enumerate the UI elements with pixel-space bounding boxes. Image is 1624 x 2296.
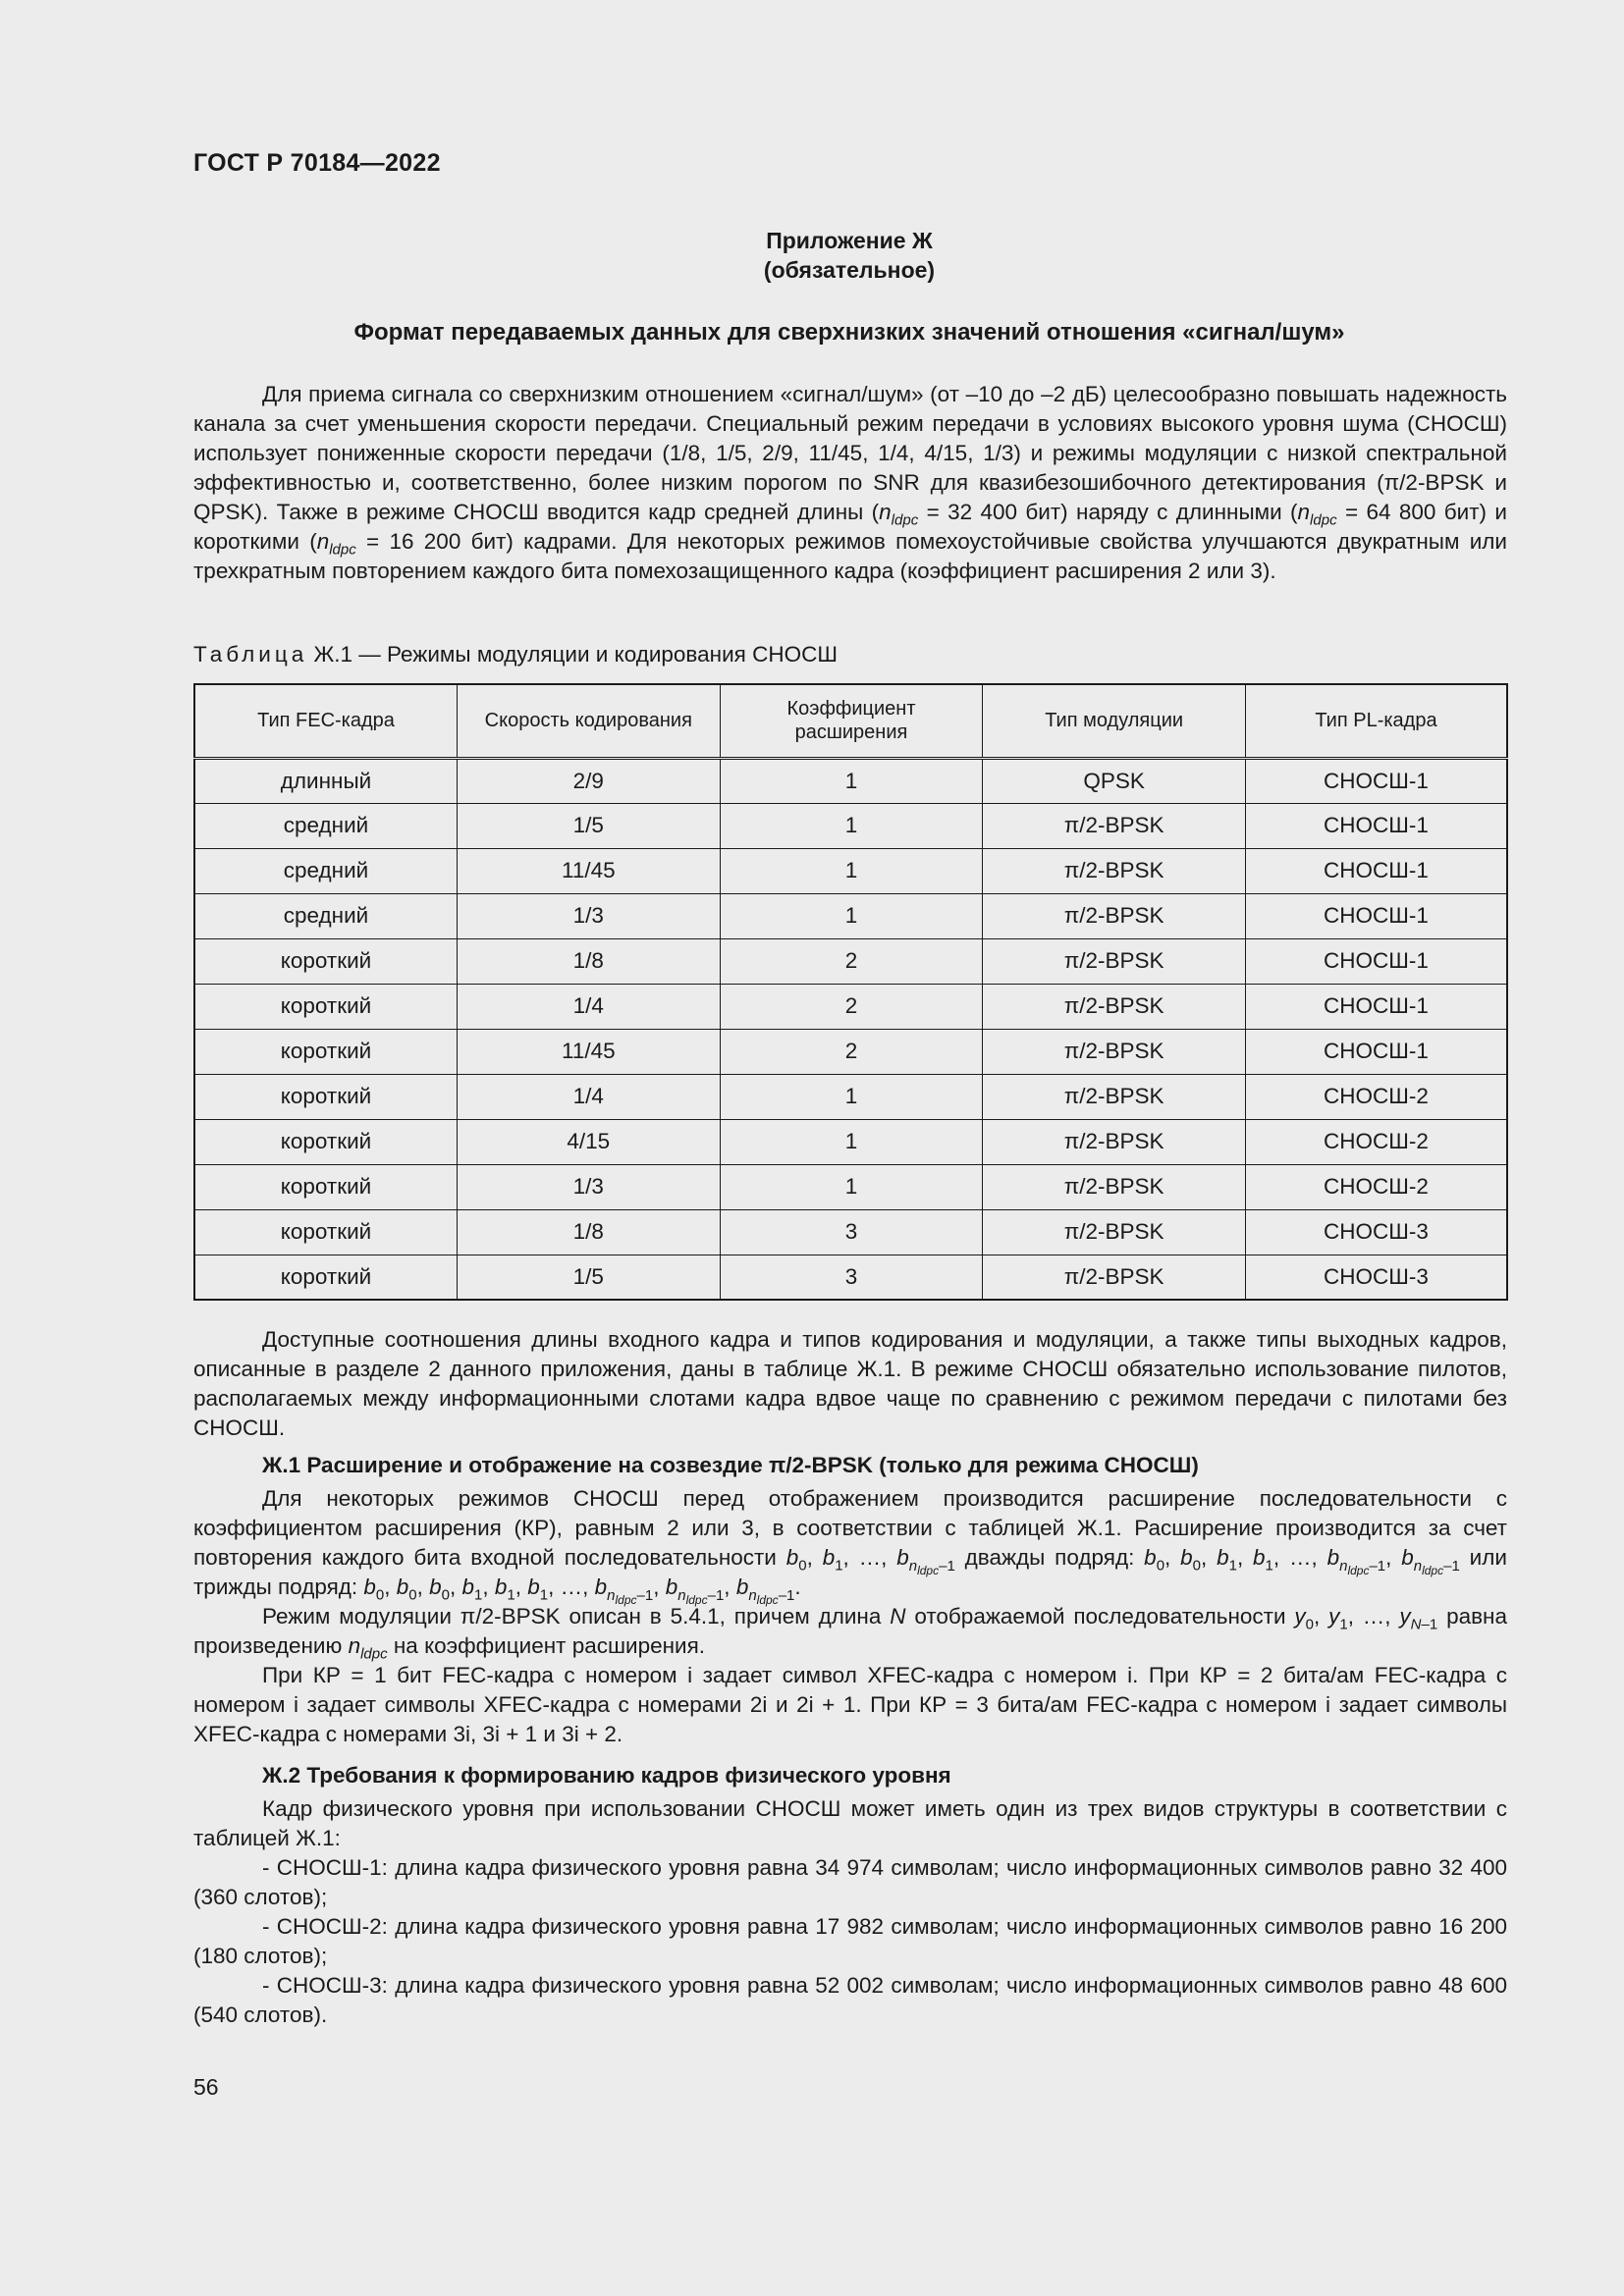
table-cell: 1: [720, 1074, 983, 1119]
table-cell: 1/5: [458, 803, 721, 848]
table-cell: 1: [720, 758, 983, 803]
list-item: - СНОСШ-2: длина кадра физического уровня равна 17 982 символам; число информационных символов равно 16 200 (180 слотов);: [193, 1914, 1507, 1968]
table-cell: 11/45: [458, 848, 721, 893]
table-cell: π/2-BPSK: [983, 1119, 1246, 1164]
table-cell: 2: [720, 938, 983, 984]
table-row: [194, 984, 1507, 1029]
table-cell: 3: [720, 1255, 983, 1300]
table-cell: СНОСШ-1: [1245, 848, 1507, 893]
table-cell: 1/3: [458, 1164, 721, 1209]
list-item: - СНОСШ-1: длина кадра физического уровня равна 34 974 символам; число информационных символов равно 32 400 (360 слотов);: [193, 1855, 1507, 1909]
table-cell: длинный: [194, 758, 458, 803]
table-cell: СНОСШ-3: [1245, 1209, 1507, 1255]
table-cell: средний: [194, 848, 458, 893]
table-row: [194, 758, 1507, 803]
column-header: Скорость кодирования: [458, 684, 721, 758]
modes-table: [193, 683, 1508, 1301]
table-cell: короткий: [194, 1119, 458, 1164]
intro-text: [193, 380, 1507, 586]
table-cell: π/2-BPSK: [983, 1164, 1246, 1209]
table-cell: π/2-BPSK: [983, 1209, 1246, 1255]
column-header: Тип FEC-кадра: [194, 684, 458, 758]
main-text: [193, 1325, 1507, 2030]
table-cell: π/2-BPSK: [983, 984, 1246, 1029]
table-cell: 1/8: [458, 938, 721, 984]
table-cell: короткий: [194, 984, 458, 1029]
table-row: [194, 1209, 1507, 1255]
table-cell: π/2-BPSK: [983, 848, 1246, 893]
table-cell: 1: [720, 848, 983, 893]
annex-label: Приложение Ж: [766, 228, 933, 253]
table-row: [194, 893, 1507, 938]
table-cell: СНОСШ-3: [1245, 1255, 1507, 1300]
section-heading: Ж.2 Требования к формированию кадров физического уровня: [262, 1763, 951, 1788]
table-cell: 1/8: [458, 1209, 721, 1255]
page-number: 56: [193, 2074, 219, 2100]
after-table-paragraph: Доступные соотношения длины входного кадра и типов кодирования и модуляции, а также типы выходных кадров, описанные в разделе 2 данного приложения, даны в таблице Ж.1. В режиме СНОСШ обязательно использование пилотов, располагаемых между информационными слотами кадра вдвое чаще по сравнению с режимом передачи с пилотами без СНОСШ.: [193, 1327, 1507, 1440]
table-cell: СНОСШ-1: [1245, 938, 1507, 984]
table-cell: 1/4: [458, 984, 721, 1029]
table-cell: 1: [720, 893, 983, 938]
table-cell: средний: [194, 893, 458, 938]
table-cell: СНОСШ-2: [1245, 1074, 1507, 1119]
column-header: Коэффициент расширения: [720, 684, 983, 758]
table-cell: π/2-BPSK: [983, 938, 1246, 984]
table-cell: СНОСШ-1: [1245, 984, 1507, 1029]
table-cell: π/2-BPSK: [983, 1255, 1246, 1300]
table-cell: СНОСШ-2: [1245, 1119, 1507, 1164]
table-cell: короткий: [194, 1209, 458, 1255]
table-cell: π/2-BPSK: [983, 1074, 1246, 1119]
section1-paragraph-1: Для некоторых режимов СНОСШ перед отображением производится расширение последовательности с коэффициентом расширения (КР), равным 2 или 3, в соответствии с таблицей Ж.1. Расширение производится за счет повторения каждого бита входной последовательности $b_0$, $b_1$, …, $b_{n_{ldpc}-1}$ дважды подряд: $b_0$, $b_0$, $b_1$, $b_1$, …, $b_{n_{ldpc}-1}$, $b_{n_{ldpc}-1}$ или трижды подряд: $b_0$, $b_0$, $b_0$, $b_1$, $b_1$, $b_1$, …, $b_{n_{ldpc}-1}$, $b_{n_{ldpc}-1}$, $b_{n_{ldpc}-1}$.: [193, 1486, 1507, 1607]
list-item: - СНОСШ-3: длина кадра физического уровня равна 52 002 символам; число информационных символов равно 48 600 (540 слотов).: [193, 1973, 1507, 2027]
intro-paragraph: Для приема сигнала со сверхнизким отношением «сигнал/шум» (от –10 до –2 дБ) целесообразно повышать надежность канала за счет уменьшения скорости передачи. Специальный режим передачи в условиях высокого уровня шума (СНОСШ) использует пониженные скорости передачи (1/8, 1/5, 2/9, 11/45, 1/4, 4/15, 1/3) и режимы модуляции с низкой спектральной эффективностью и, соответственно, более низким порогом по SNR для квазибезошибочного детектирования (π/2-BPSK и QPSK). Также в режиме СНОСШ вводится кадр средней длины ($n_{ldpc} = 32$ 400 бит) наряду с длинными ($n_{ldpc} = 64$ 800 бит) и короткими ($n_{ldpc} = 16$ 200 бит) кадрами. Для некоторых режимов помехоустойчивые свойства улучшаются двукратным или трехкратным повторением каждого бита помехозащищенного кадра (коэффициент расширения 2 или 3).: [193, 382, 1507, 583]
section2-paragraph: Кадр физического уровня при использовании СНОСШ может иметь один из трех видов структуры в соответствии с таблицей Ж.1:: [193, 1796, 1507, 1850]
table-row: [194, 938, 1507, 984]
section1-paragraph-3: При КР = 1 бит FEC-кадра с номером i задает символ XFEC-кадра с номером i. При КР = 2 бита/ам FEC-кадра с номером i задает символы XFEC-кадра с номерами 2i и 2i + 1. При КР = 3 бита/ам FEC-кадра с номером i задает символы XFEC-кадра с номерами 3i, 3i + 1 и 3i + 2.: [193, 1663, 1507, 1746]
table-row: [194, 1074, 1507, 1119]
table-cell: СНОСШ-1: [1245, 758, 1507, 803]
table-cell: 1: [720, 803, 983, 848]
table-cell: 1/5: [458, 1255, 721, 1300]
table-cell: 1: [720, 1119, 983, 1164]
table-cell: 11/45: [458, 1029, 721, 1074]
table-caption: Таблица Ж.1 — Режимы модуляции и кодирования СНОСШ: [193, 642, 838, 667]
annex-status: (обязательное): [763, 257, 936, 283]
table-cell: 2: [720, 1029, 983, 1074]
table-row: [194, 1164, 1507, 1209]
table-cell: 2/9: [458, 758, 721, 803]
section-heading: Ж.1 Расширение и отображение на созвездие π/2-BPSK (только для режима СНОСШ): [262, 1453, 1199, 1477]
table-cell: 1/3: [458, 893, 721, 938]
table-cell: СНОСШ-1: [1245, 893, 1507, 938]
table-cell: π/2-BPSK: [983, 893, 1246, 938]
table-cell: короткий: [194, 1074, 458, 1119]
table-row: [194, 803, 1507, 848]
table-cell: СНОСШ-2: [1245, 1164, 1507, 1209]
standard-code: ГОСТ Р 70184—2022: [193, 149, 441, 177]
table-cell: 1/4: [458, 1074, 721, 1119]
annex-title: Формат передаваемых данных для сверхнизких значений отношения «сигнал/шум»: [353, 319, 1345, 346]
table-cell: короткий: [194, 1029, 458, 1074]
table-cell: короткий: [194, 1164, 458, 1209]
table-cell: 1: [720, 1164, 983, 1209]
column-header: Тип модуляции: [983, 684, 1246, 758]
table-cell: СНОСШ-1: [1245, 803, 1507, 848]
table-row: [194, 848, 1507, 893]
section1-paragraph-2: Режим модуляции π/2-BPSK описан в 5.4.1, причем длина N отображаемой последовательности $y_0$, $y_1$, …, $y_{N-1}$ равна произведению $n_{ldpc}$ на коэффициент расширения.: [193, 1604, 1507, 1663]
table-cell: 4/15: [458, 1119, 721, 1164]
table-header-row: [194, 684, 1507, 758]
annex-heading: [0, 226, 1624, 285]
table-row: [194, 1119, 1507, 1164]
table-cell: QPSK: [983, 758, 1246, 803]
table-cell: короткий: [194, 938, 458, 984]
table-cell: 3: [720, 1209, 983, 1255]
table-row: [194, 1255, 1507, 1300]
table-cell: π/2-BPSK: [983, 803, 1246, 848]
table-cell: π/2-BPSK: [983, 1029, 1246, 1074]
table-cell: 2: [720, 984, 983, 1029]
table-row: [194, 1029, 1507, 1074]
table-cell: СНОСШ-1: [1245, 1029, 1507, 1074]
column-header: Тип PL-кадра: [1245, 684, 1507, 758]
table-cell: короткий: [194, 1255, 458, 1300]
table-cell: средний: [194, 803, 458, 848]
